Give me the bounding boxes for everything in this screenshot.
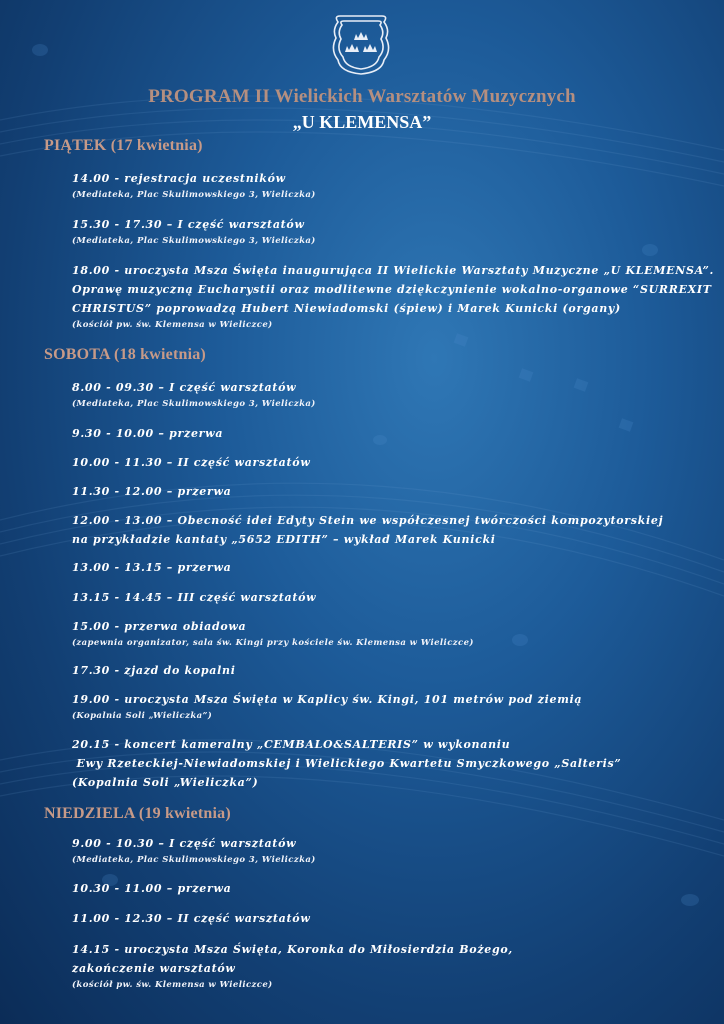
- schedule-item: [72, 879, 712, 898]
- item-text: 9.00 - 10.30 – I część warsztatów: [72, 837, 297, 850]
- item-text: 9.30 - 10.00 – przerwa: [72, 427, 224, 440]
- schedule-item: [72, 169, 712, 203]
- item-text: Ewy Rzeteckiej-Niewiadomskiej i Wielickiego Kwartetu Smyczkowego „Salteris”: [72, 757, 622, 770]
- item-location: (Mediateka, Plac Skulimowskiego 3, Wieliczka): [72, 855, 316, 865]
- schedule-item: [72, 511, 712, 549]
- item-text: 18.00 - uroczysta Msza Święta inaugurująca II Wielickie Warsztaty Muzyczne „U KLEMENSA”.: [72, 264, 715, 277]
- schedule-item: [72, 588, 712, 607]
- item-location: (zapewnia organizator, sala św. Kingi przy kościele św. Klemensa w Wieliczce): [72, 638, 474, 648]
- item-text: 19.00 - uroczysta Msza Święta w Kaplicy św. Kingi, 101 metrów pod ziemią: [72, 693, 583, 706]
- item-text: 14.00 - rejestracja uczestników: [72, 172, 286, 185]
- program-title: PROGRAM II Wielickich Warsztatów Muzycznych: [148, 86, 576, 107]
- item-text: 13.15 - 14.45 – III część warsztatów: [72, 591, 317, 604]
- schedule-item: [72, 940, 712, 993]
- schedule-item: [72, 453, 712, 472]
- schedule-item: [72, 558, 712, 577]
- day-heading-friday: PIĄTEK (17 kwietnia): [44, 137, 203, 154]
- item-text: na przykładzie kantaty „5652 EDITH” – wykład Marek Kunicki: [72, 533, 496, 546]
- item-text: 13.00 - 13.15 – przerwa: [72, 561, 232, 574]
- schedule-item: [72, 482, 712, 501]
- item-text: 10.00 - 11.30 – II część warsztatów: [72, 456, 311, 469]
- item-text: CHRISTUS” poprowadzą Hubert Niewiadomski (śpiew) i Marek Kunicki (organy): [72, 302, 621, 315]
- schedule-item: [72, 735, 712, 792]
- program-subtitle: „U KLEMENSA”: [292, 112, 432, 132]
- item-text: 11.00 - 12.30 – II część warsztatów: [72, 912, 311, 925]
- item-text: 15.00 - przerwa obiadowa: [72, 620, 247, 633]
- day-heading-sunday: NIEDZIELA (19 kwietnia): [44, 805, 231, 822]
- day-heading-saturday: SOBOTA (18 kwietnia): [44, 346, 206, 363]
- item-text: 11.30 - 12.00 – przerwa: [72, 485, 232, 498]
- item-location: (kościół pw. św. Klemensa w Wieliczce): [72, 320, 273, 330]
- item-text: (Kopalnia Soli „Wieliczka”): [72, 776, 259, 789]
- schedule-item: [72, 834, 712, 868]
- item-text: 10.30 - 11.00 – przerwa: [72, 882, 232, 895]
- item-location: (Mediateka, Plac Skulimowskiego 3, Wieliczka): [72, 190, 316, 200]
- item-text: Oprawę muzyczną Eucharystii oraz modlitewne dziękczynienie wokalno-organowe “SURREXIT: [72, 283, 712, 296]
- schedule-item: [72, 261, 715, 333]
- item-location: (Mediateka, Plac Skulimowskiego 3, Wieliczka): [72, 399, 316, 409]
- schedule-item: [72, 909, 712, 928]
- item-location: (kościół pw. św. Klemensa w Wieliczce): [72, 980, 273, 990]
- item-text: zakończenie warsztatów: [72, 962, 236, 975]
- item-location: (Mediateka, Plac Skulimowskiego 3, Wieliczka): [72, 236, 316, 246]
- schedule-item: [72, 617, 712, 651]
- schedule-item: [72, 424, 712, 443]
- item-text: 17.30 - zjazd do kopalni: [72, 664, 236, 677]
- item-text: 8.00 - 09.30 – I część warsztatów: [72, 381, 297, 394]
- crowns-emblem-logo: [330, 12, 392, 76]
- schedule-item: [72, 690, 712, 724]
- item-location: (Kopalnia Soli „Wieliczka”): [72, 711, 213, 721]
- schedule-item: [72, 378, 712, 412]
- item-text: 12.00 - 13.00 – Obecność idei Edyty Stein we współczesnej twórczości kompozytorskiej: [72, 514, 664, 527]
- item-text: 20.15 - koncert kameralny „CEMBALO&SALTERIS” w wykonaniu: [72, 738, 511, 751]
- schedule-item: [72, 661, 712, 680]
- item-text: 14.15 - uroczysta Msza Święta, Koronka do Miłosierdzia Bożego,: [72, 943, 513, 956]
- item-text: 15.30 - 17.30 – I część warsztatów: [72, 218, 305, 231]
- schedule-item: [72, 215, 712, 249]
